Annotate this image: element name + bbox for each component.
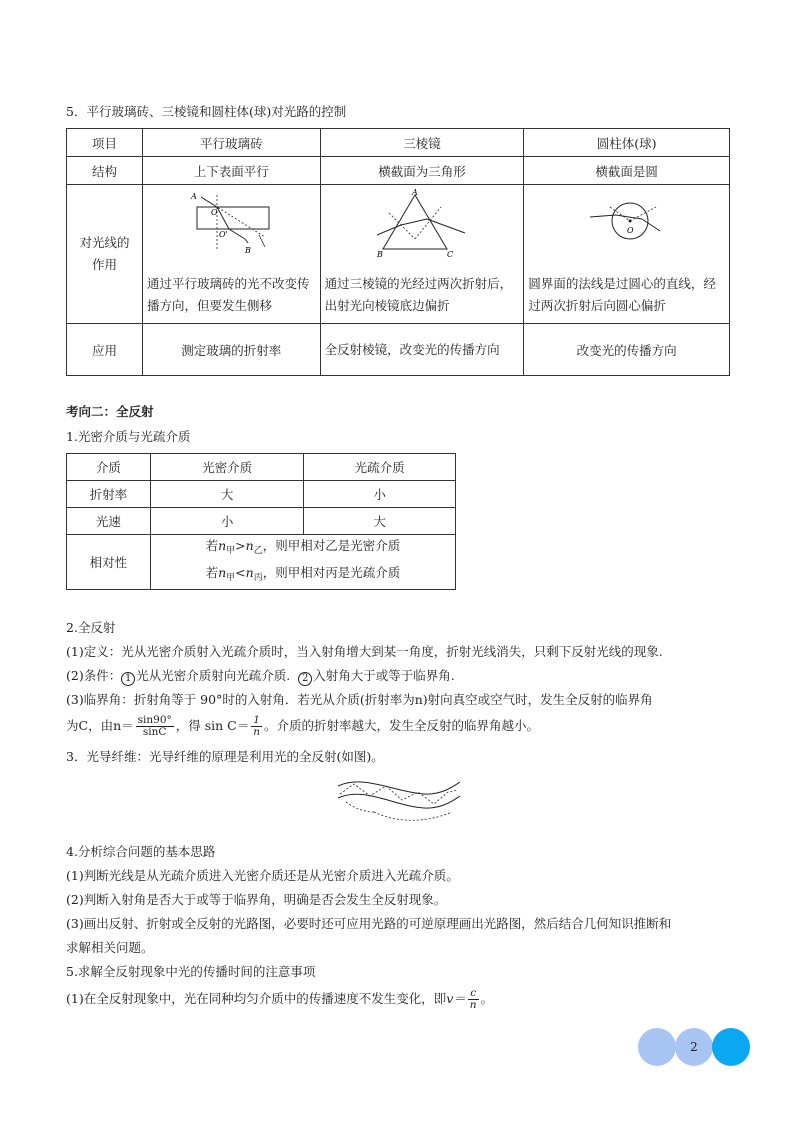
total-reflection-definition: (1)定义：光从光密介质射入光疏介质时，当入射角增大到某一角度，折射光线消失，只剩下反射光线的现象. [66,644,663,659]
frac2-num: 1 [251,715,262,727]
rel1-n2: n [245,538,254,553]
page-badge-circle-right [712,1028,750,1066]
rel2-n2: n [245,565,254,580]
subsection-2-2-title: 2.全反射 [66,620,116,635]
section-5-title: 5．平行玻璃砖、三棱镜和圆柱体(球)对光路的控制 [66,104,347,119]
cell-app-cylinder: 改变光的传播方向 [524,324,730,376]
rel1-sub1: 甲 [226,546,236,556]
crit-middle: ，得 sin C＝ [175,718,250,733]
cell-app-prism-text: 全反射棱镜，改变光的传播方向 [324,341,500,357]
rel2-prefix: 若 [205,565,219,580]
optical-fiber-diagram [334,772,464,832]
glass-label-a: A [190,192,197,201]
rel2-suffix: ，则甲相对丙是光疏介质 [262,565,401,580]
cylinder-label-o: O [627,226,634,235]
frac1-den: sinC [142,726,167,738]
note-suffix: 。 [480,991,494,1006]
glass-label-o2: O' [218,230,228,239]
rel1-n: n [218,538,227,553]
analysis-step-1: (1)判断光线是从光疏介质进入光密介质还是从光密介质进入光疏介质。 [66,868,459,883]
cell-index-sparse: 小 [304,481,456,508]
crit-prefix: 为C，由n＝ [66,718,134,733]
analysis-step-2: (2)判断入射角是否大于或等于临界角，明确是否会发生全反射现象。 [66,892,447,907]
crit-suffix: 。介质的折射率越大，发生全反射的临界角越小。 [264,718,540,733]
rel2-sub2: 丙 [253,573,263,583]
fraction-sin90-sinc [136,715,174,738]
rel1-op: > [235,538,246,553]
cell-effect-cylinder [524,185,730,324]
glass-slab-diagram [173,191,293,261]
rel2-op: < [235,565,246,580]
table-row [67,157,730,185]
glass-label-o: O [210,208,218,217]
cell-speed-sparse: 大 [304,508,456,535]
header-medium: 介质 [67,454,151,481]
cell-app-glass: 测定玻璃的折射率 [142,324,320,376]
medium-table [66,453,456,590]
prism-label-c: C [446,250,453,259]
effect-prism-text: 通过三棱镜的光经过两次折射后，出射光向棱镜底边偏折 [324,276,513,313]
condition-prefix: (2)条件： [66,668,122,683]
analysis-step-3a: (3)画出反射、折射或全反射的光路图，必要时还可应用光路的可逆原理画出光路图，然后结合几何知识推断和 [66,916,672,931]
row-label-index: 折射率 [67,481,151,508]
header-cylinder: 圆柱体(球) [524,129,730,157]
subsection-2-1-title: 1.光密介质与光疏介质 [66,429,191,444]
note-v: v＝ [446,991,466,1006]
effect-cylinder-text: 圆界面的法线是过圆心的直线，经过两次折射后向圆心偏折 [528,276,716,313]
table-row [67,324,730,376]
section-2-title: 考向二：全反射 [66,404,154,419]
cell-app-prism [320,324,524,376]
fraction-c-n [468,988,479,1011]
rel2-sub1: 甲 [226,573,236,583]
prism-label-b: B [376,250,383,259]
table-row [67,481,456,508]
page-badge-circle-left [638,1028,676,1066]
frac2-den: n [253,726,260,738]
relativity-line-1 [155,535,451,562]
condition-1: 光从光密介质射向光疏介质. [136,668,291,683]
cell-structure-prism: 横截面为三角形 [320,157,524,185]
row-label-effect [67,185,143,324]
page-number: 2 [690,1040,698,1054]
cell-effect-prism [320,185,524,324]
frac3-num: c [468,988,479,1000]
prism-label-a: A [411,189,418,197]
rel1-suffix: ，则甲相对乙是光密介质 [262,538,401,553]
critical-angle-line-1: (3)临界角：折射角等于 90°时的入射角．若光从介质(折射率为n)射向真空或空气时，发生全反射的临界角 [66,692,653,707]
row-label-relativity: 相对性 [67,535,151,590]
cell-structure-cylinder: 横截面是圆 [524,157,730,185]
frac3-den: n [469,999,477,1011]
propagation-note-1 [66,985,493,1013]
header-item: 项目 [67,129,143,157]
optics-control-table [66,128,730,376]
condition-2: 入射角大于或等于临界角. [313,668,455,683]
fraction-1-n [251,715,262,738]
circled-one: 1 [121,672,135,686]
subsection-3-title: 3．光导纤维：光导纤维的原理是利用光的全反射(如图)。 [66,749,384,764]
relativity-line-2 [155,562,451,589]
cell-effect-glass [142,185,320,324]
subsection-5-title: 5.求解全反射现象中光的传播时间的注意事项 [66,964,316,979]
frac1-num: sin90° [137,714,172,726]
table-row [67,535,456,590]
cell-index-dense: 大 [150,481,304,508]
rel1-sub2: 乙 [253,546,263,556]
row-label-application: 应用 [67,324,143,376]
header-prism: 三棱镜 [320,129,524,157]
header-glass: 平行玻璃砖 [142,129,320,157]
row-label-speed: 光速 [67,508,151,535]
total-reflection-condition [66,667,455,686]
note-prefix: (1)在全反射现象中，光在同种均匀介质中的传播速度不发生变化，即 [66,991,447,1006]
cell-structure-glass: 上下表面平行 [142,157,320,185]
header-sparse: 光疏介质 [304,454,456,481]
cell-relativity [150,535,455,590]
analysis-step-3b: 求解相关问题。 [66,940,154,955]
table-row [67,508,456,535]
cell-speed-dense: 小 [150,508,304,535]
table-row [67,129,730,157]
page-number-badge [638,1028,754,1066]
row-label-effect-text: 对光线的作用 [79,235,130,272]
prism-diagram [375,189,485,259]
rel1-prefix: 若 [205,538,219,553]
table-row [67,185,730,324]
circled-two: 2 [298,672,312,686]
header-dense: 光密介质 [150,454,304,481]
glass-label-b: B [244,246,251,255]
effect-glass-text: 通过平行玻璃砖的光不改变传播方向，但要发生侧移 [146,276,310,313]
table-row [67,454,456,481]
rel2-n: n [218,565,227,580]
cylinder-diagram [580,199,690,249]
subsection-4-title: 4.分析综合问题的基本思路 [66,844,216,859]
row-label-structure: 结构 [67,157,143,185]
critical-angle-line-2 [66,713,539,739]
